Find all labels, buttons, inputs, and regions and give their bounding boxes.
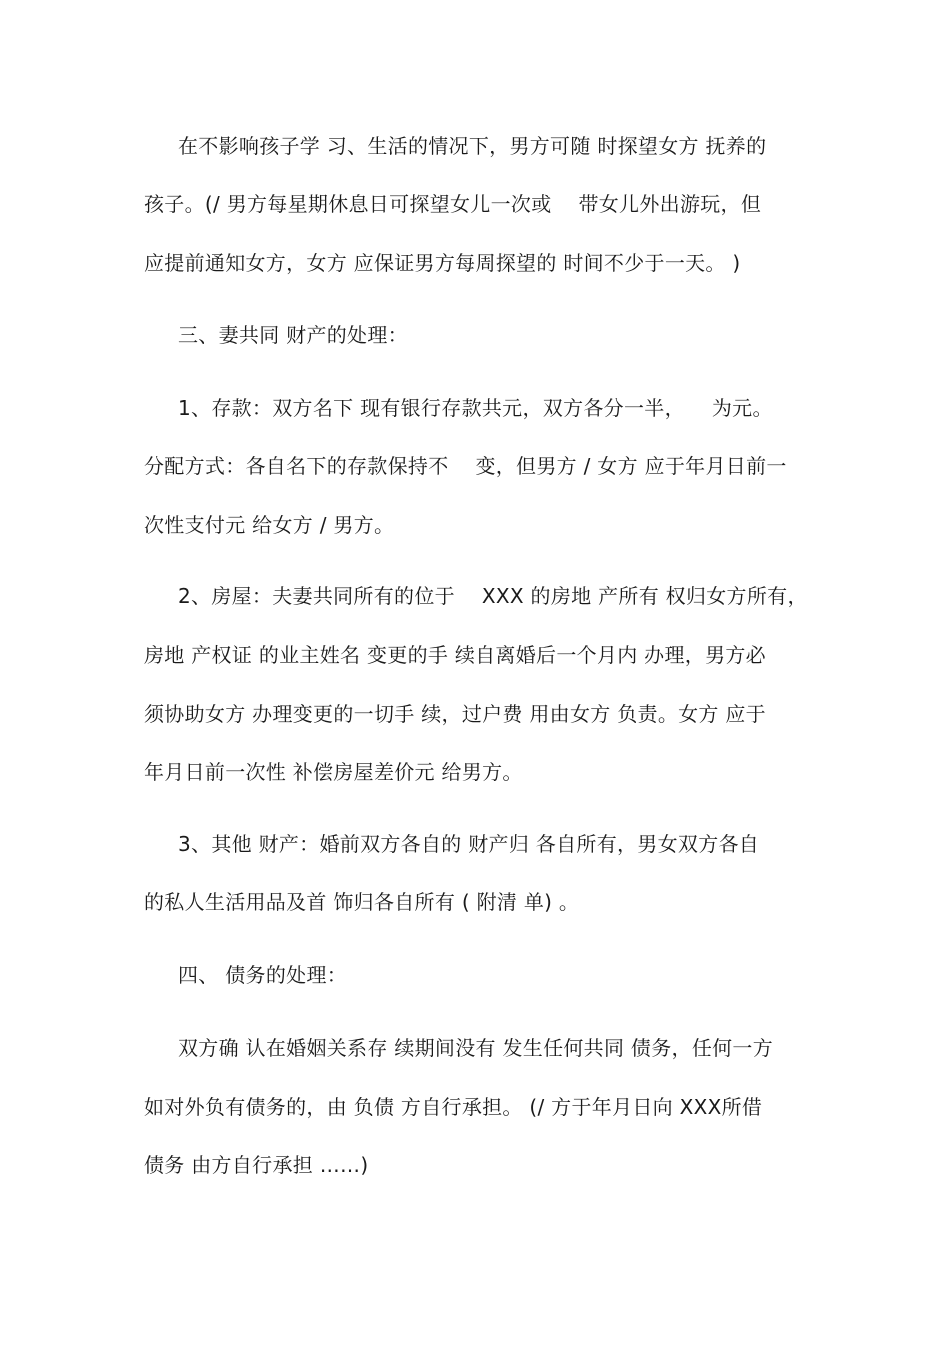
paragraph-line: 房地 产权证 的业主姓名 变更的手 续自离婚后一个月内 办理，男方必: [144, 643, 766, 667]
paragraph-line: 应提前通知女方，女方 应保证男方每周探望的 时间不少于一天。 ): [144, 251, 741, 275]
paragraph-line: 如对外负有债务的，由 负债 方自行承担。 (/ 方于年月日向 XXX所借: [144, 1095, 763, 1119]
paragraph-line: 分配方式：各自名下的存款保持不 变，但男方 / 女方 应于年月日前一: [144, 454, 787, 478]
section-heading: 三、妻共同 财产的处理：: [178, 323, 408, 347]
paragraph-line: 1、存款：双方名下 现有银行存款共元，双方各分一半， 为元。: [178, 396, 773, 420]
paragraph-line: 在不影响孩子学 习、生活的情况下，男方可随 时探望女方 抚养的: [178, 134, 767, 158]
paragraph-line: 次性支付元 给女方 / 男方。: [144, 513, 395, 537]
paragraph-line: 年月日前一次性 补偿房屋差价元 给男方。: [144, 760, 523, 784]
paragraph-line: 须协助女方 办理变更的一切手 续，过户费 用由女方 负责。女方 应于: [144, 702, 766, 726]
paragraph-line: 2、房屋：夫妻共同所有的位于 XXX 的房地 产所有 权归女方所有，: [178, 584, 808, 608]
paragraph-line: 3、其他 财产：婚前双方各自的 财产归 各自所有，男女双方各自: [178, 832, 760, 856]
paragraph-line: 的私人生活用品及首 饰归各自所有 ( 附清 单) 。: [144, 890, 580, 914]
section-heading: 四、 债务的处理：: [178, 963, 348, 987]
paragraph-line: 孩子。(/ 男方每星期休息日可探望女儿一次或 带女儿外出游玩，但: [144, 192, 762, 216]
paragraph-line: 债务 由方自行承担 ……): [144, 1153, 369, 1177]
paragraph-line: 双方确 认在婚姻关系存 续期间没有 发生任何共同 债务，任何一方: [178, 1036, 774, 1060]
